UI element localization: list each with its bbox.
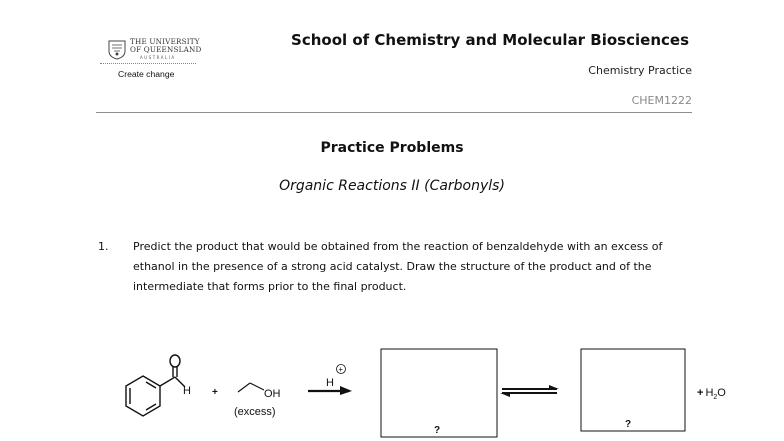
logo-divider bbox=[100, 63, 196, 64]
university-name bbox=[130, 38, 201, 54]
page-subtitle: Organic Reactions II (Carbonyls) bbox=[279, 178, 505, 194]
catalyst-charge: + bbox=[338, 365, 344, 374]
school-name: School of Chemistry and Molecular Biosciences bbox=[291, 31, 689, 49]
university-line-1: THE UNIVERSITY bbox=[130, 37, 200, 46]
answer-box-product[interactable] bbox=[581, 349, 685, 431]
oh-label: OH bbox=[264, 388, 281, 400]
equilibrium-arrow bbox=[500, 385, 559, 397]
byproduct-h: H bbox=[705, 387, 714, 399]
university-country: AUSTRALIA bbox=[140, 55, 176, 60]
plus-sign: + bbox=[212, 387, 218, 398]
water-byproduct bbox=[697, 387, 726, 401]
excess-label: (excess) bbox=[234, 406, 276, 418]
university-logo bbox=[100, 36, 202, 84]
benzaldehyde-structure bbox=[126, 355, 185, 416]
logo-tagline: Create change bbox=[118, 69, 175, 79]
catalyst-label: H bbox=[326, 377, 334, 389]
subject-name: Chemistry Practice bbox=[588, 64, 692, 77]
byproduct-plus: + bbox=[697, 387, 704, 399]
course-code: CHEM1222 bbox=[631, 94, 692, 107]
crest-icon bbox=[108, 40, 126, 60]
byproduct-subscript: 2 bbox=[713, 394, 718, 401]
university-line-2: OF QUEENSLAND bbox=[130, 45, 202, 54]
aldehyde-h-label: H bbox=[183, 385, 191, 397]
answer-box-intermediate[interactable] bbox=[381, 349, 497, 437]
answer-box-2-mark: ? bbox=[625, 419, 632, 430]
byproduct-o: O bbox=[717, 387, 726, 399]
question-number: 1. bbox=[98, 240, 109, 253]
question-text: Predict the product that would be obtained from the reaction of benzaldehyde with an excess of ethanol in the presence of a strong acid catalyst. Draw the structure of the product and of the intermediate that forms prior to the final product. bbox=[133, 240, 663, 293]
answer-box-1-mark: ? bbox=[434, 425, 441, 436]
header-divider bbox=[96, 112, 692, 113]
ethanol-structure bbox=[238, 383, 264, 392]
reaction-scheme bbox=[0, 330, 784, 441]
page-title: Practice Problems bbox=[320, 140, 464, 156]
